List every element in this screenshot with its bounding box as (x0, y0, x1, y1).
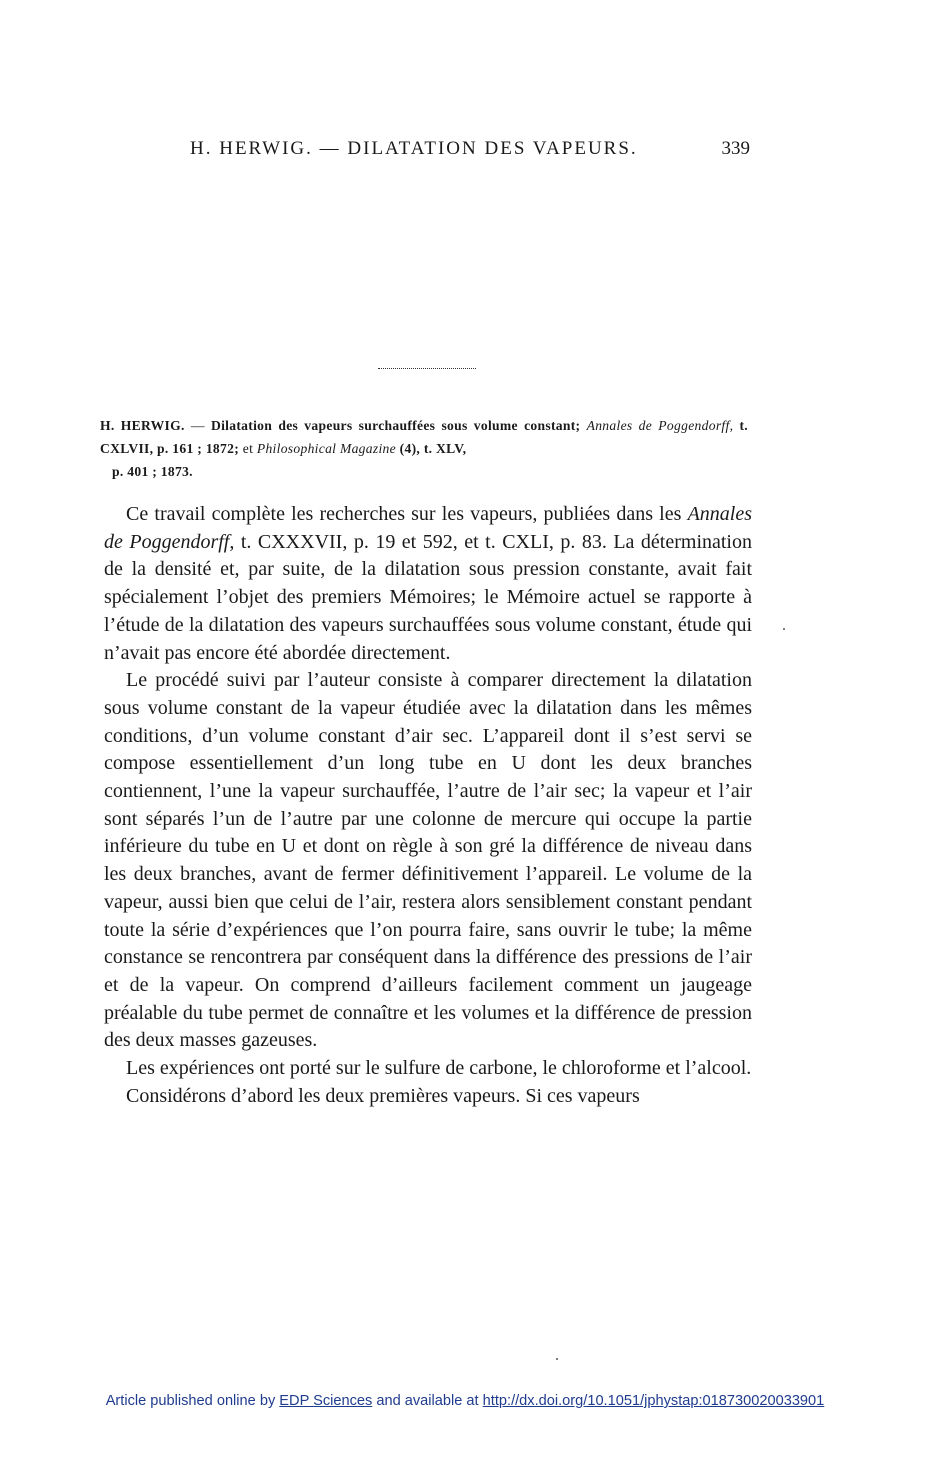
scan-speck (556, 1358, 558, 1360)
paragraph-4: Considérons d’abord les deux premières vapeurs. Si ces vapeurs (126, 1084, 640, 1107)
running-head (190, 138, 750, 168)
reference-details-3: p. 401 ; 1873. (112, 464, 193, 479)
paragraph-1-text-a: Ce travail complète les recherches sur les vapeurs, publiées dans les (126, 503, 688, 525)
bibliographic-reference (100, 414, 748, 483)
reference-and: et (242, 441, 257, 456)
paragraph-2: Le procédé suivi par l’auteur consiste à comparer directement la dilatation sous volume constant de la vapeur étudiée avec la dilatation dans les mêmes conditions, d’un volume constant d’air sec. L’appareil dont il s’est servi se compose essentiellement d’un long tube en U dont les deux branches contiennent, l’une la vapeur surchauffée, l’autre de l’air sec; la vapeur et l’air sont séparés l’un de l’autre par une colonne de mercure qui occupe la partie inférieure du tube en U et dont on règle à son gré la différence de niveau dans les deux branches, avant de fermer définitivement l’appareil. Le volume de la vapeur, aussi bien que celui de l’air, restera alors sensiblement constant pendant toute la série d’expériences que l’on pourra faire, sans ouvrir le tube; la même constance se rencontrera par conséquent dans la différence des pressions de l’air et de la vapeur. On comprend d’ailleurs facilement comment un jaugeage préalable du tube permet de connaître et les volumes et la différence de pression des deux masses gazeuses. (104, 669, 752, 1052)
running-title: H. HERWIG. — DILATATION DES VAPEURS. (190, 138, 638, 159)
doi-link[interactable]: http://dx.doi.org/10.1051/jphystap:018730020033901 (482, 1393, 825, 1409)
reference-details-1: t. CXLVII, p. 161 ; 1872; (100, 418, 748, 456)
scan-speck (783, 628, 785, 630)
publication-footer (0, 1393, 930, 1409)
footer-middle: and available at (372, 1393, 483, 1409)
paragraph-3: Les expériences ont porté sur le sulfure de carbone, le chloroforme et l’alcool. (126, 1057, 752, 1080)
reference-title: Dilatation des vapeurs surchauffées sous volume constant; (210, 418, 587, 433)
publisher-link[interactable]: EDP Sciences (279, 1393, 373, 1409)
reference-author: H. HERWIG. (100, 418, 185, 433)
reference-journal-1: Annales de Poggendorff, (586, 418, 734, 433)
reference-dash: — (184, 418, 211, 433)
reference-details-2: (4), t. XLV, (395, 441, 467, 456)
reference-journal-2: Philosophical Magazine (256, 441, 396, 456)
paragraph-1-text-b: t. CXXXVII, p. 19 et 592, et t. CXLI, p. 83. La détermination de la densité et, par suite, de la dilatation sous pression constante, avait fait spécialement l’objet des premiers Mémoires; le Mémoire actuel se rapporte à l’étude de la dilatation des vapeurs surchauffées sous volume constant, étude qui n’avait pas encore été abordée directement. (104, 530, 752, 664)
paragraph-1-journal: Annales de Poggendorff, (104, 503, 752, 553)
paragraph-1 (104, 501, 752, 667)
article-body (104, 501, 752, 1110)
section-divider (378, 368, 476, 369)
footer-prefix: Article published online by (105, 1393, 280, 1409)
page-number: 339 (721, 138, 750, 159)
